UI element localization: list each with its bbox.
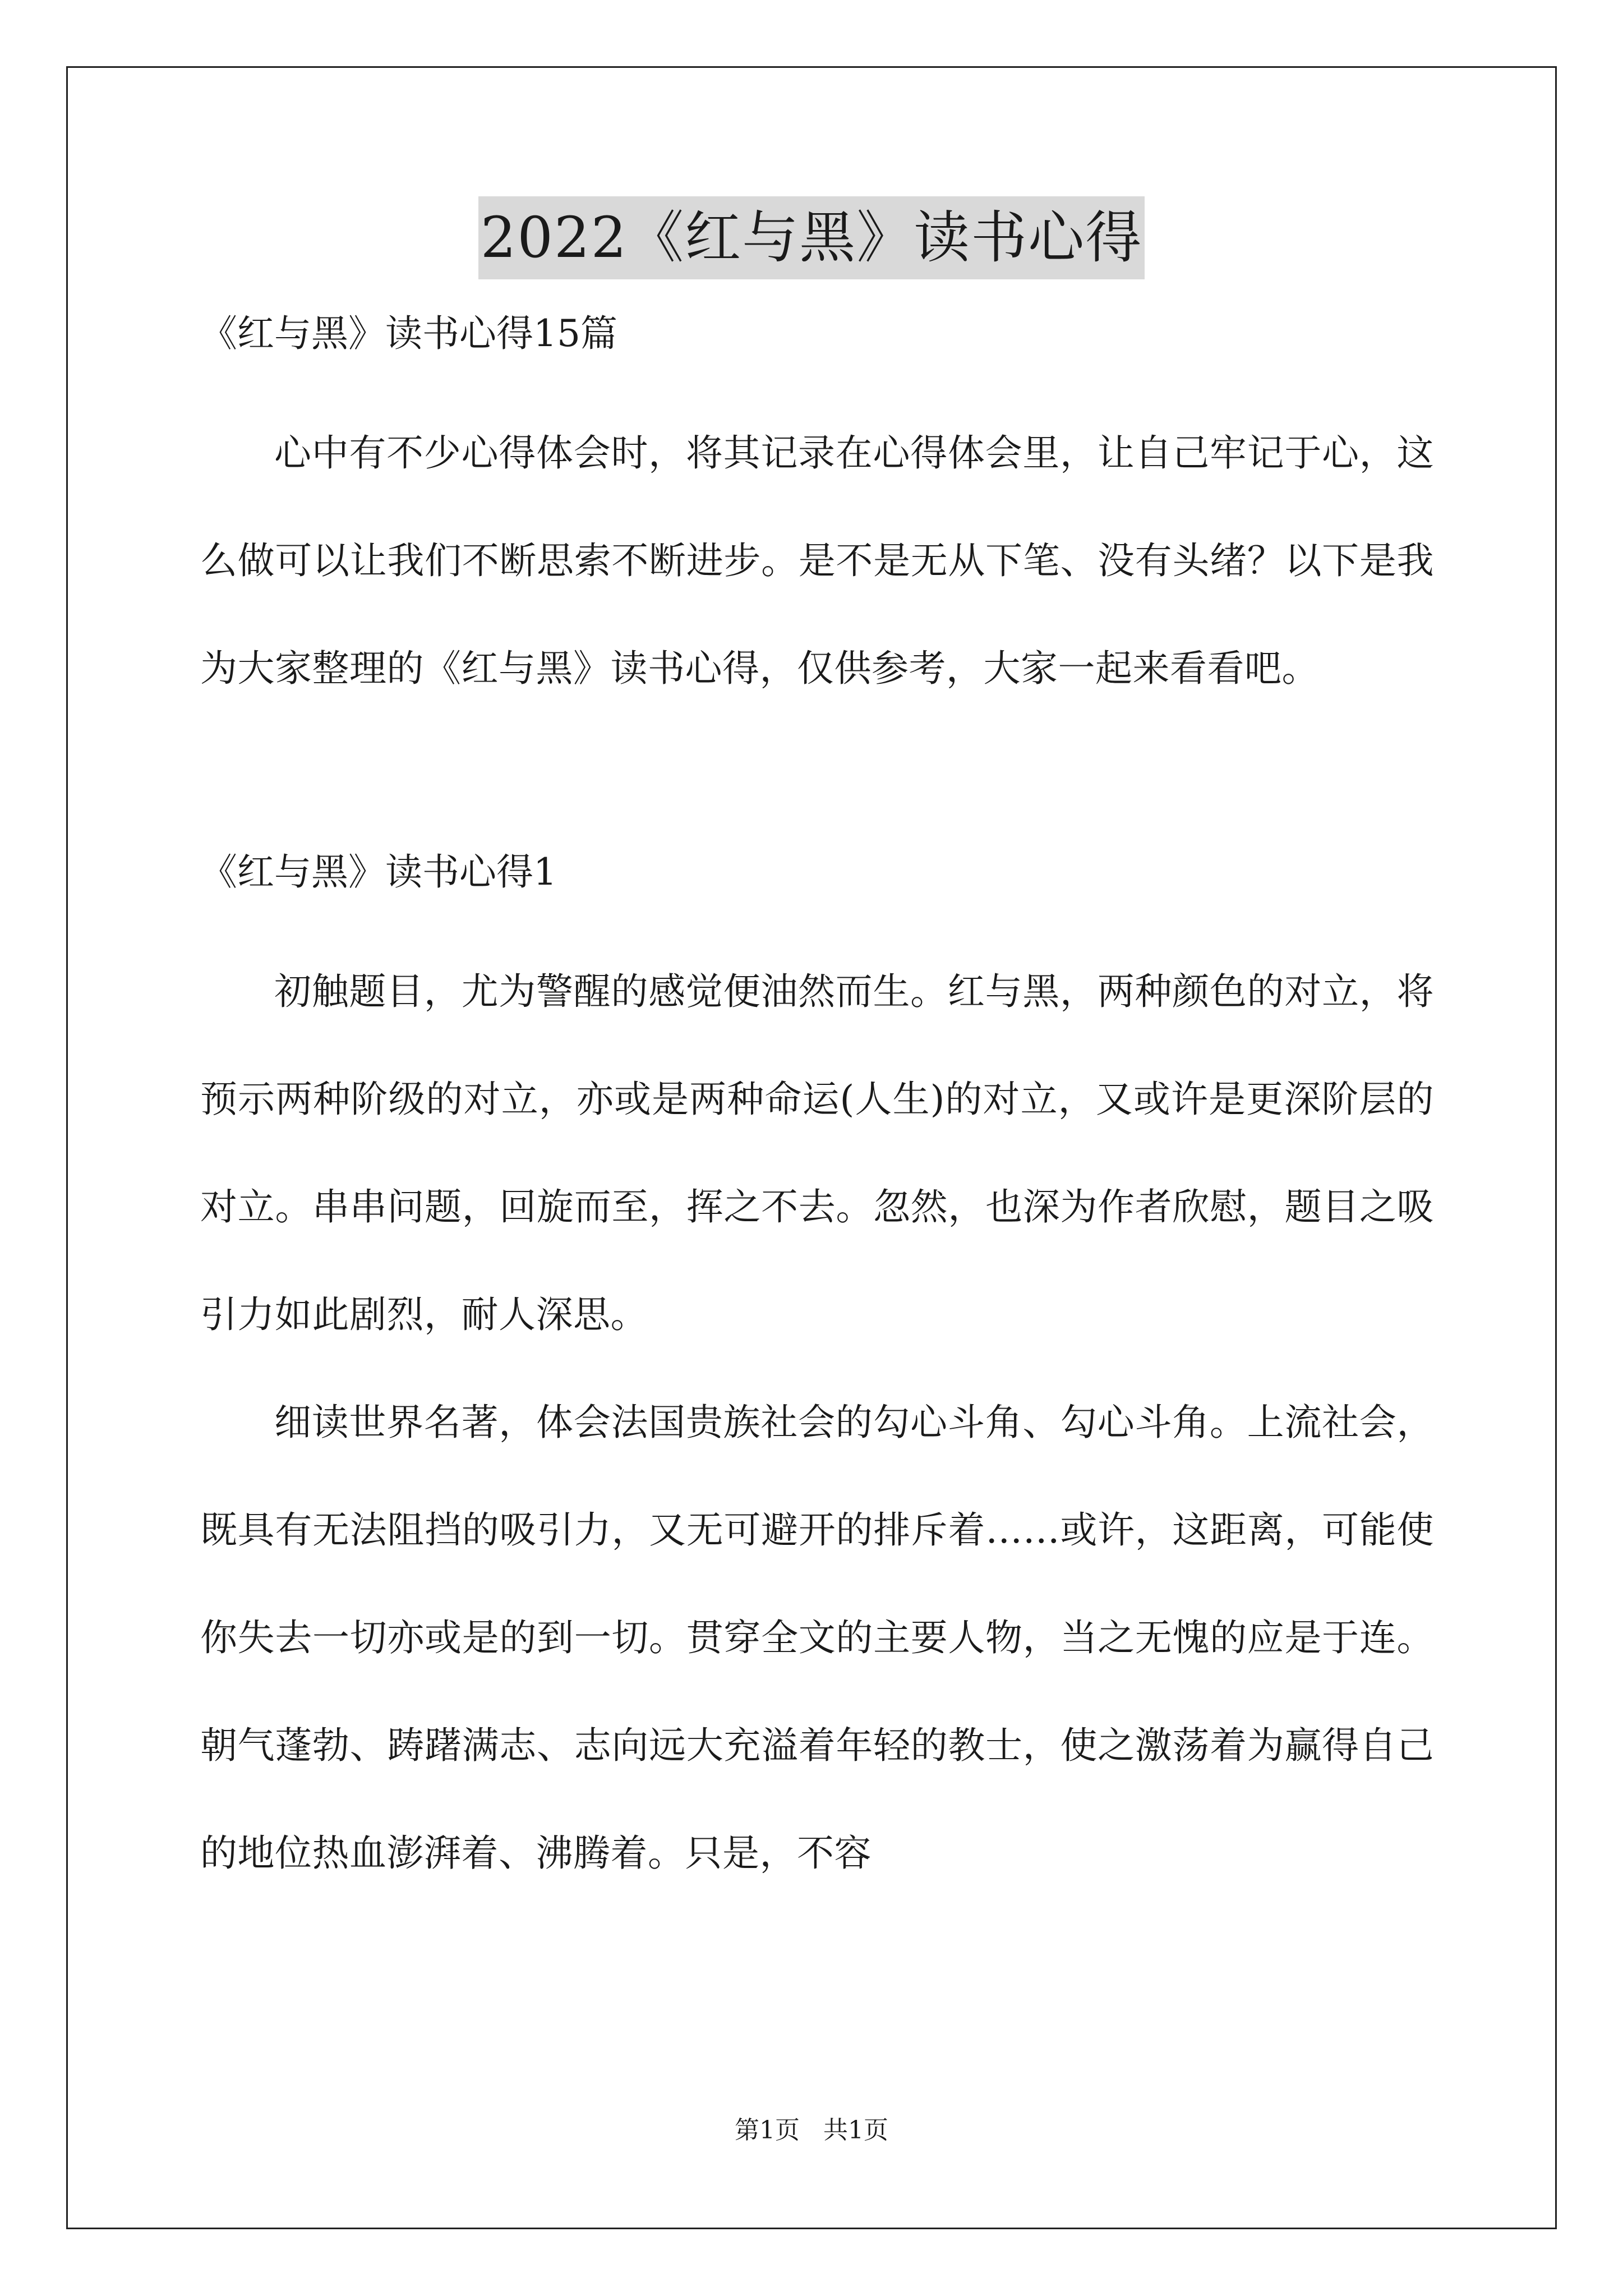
section-heading: 《红与黑》读书心得1: [200, 850, 557, 894]
intro-paragraph: 心中有不少心得体会时，将其记录在心得体会里，让自己牢记于心，这么做可以让我们不断思索不断进步。是不是无从下笔、没有头绪？以下是我为大家整理的《红与黑》读书心得，仅供参考，大家一起来看看吧。: [200, 431, 1434, 690]
body-paragraph-2: 细读世界名著，体会法国贵族社会的勾心斗角、勾心斗角。上流社会，既具有无法阻挡的吸引力，又无可避开的排斥着……或许，这距离，可能使你失去一切亦或是的到一切。贯穿全文的主要人物，当之无愧的应是于连。朝气蓬勃、踌躇满志、志向远大充溢着年轻的教士，使之激荡着为赢得自己的地位热血澎湃着、沸腾着。只是，不容: [200, 1401, 1434, 1875]
page-number-total: 共1页: [823, 2116, 888, 2145]
document-title: 2022《红与黑》读书心得: [478, 196, 1145, 279]
page-number-current: 第1页: [735, 2116, 800, 2145]
body-paragraph-1: 初触题目，尤为警醒的感觉便油然而生。红与黑，两种颜色的对立，将预示两种阶级的对立，亦或是两种命运(人生)的对立，又或许是更深阶层的对立。串串问题，回旋而至，挥之不去。忽然，也深为作者欣慰，题目之吸引力如此剧烈，耐人深思。: [200, 970, 1434, 1336]
document-subtitle: 《红与黑》读书心得15篇: [200, 312, 617, 355]
title-container: [0, 196, 1623, 279]
document-body: [200, 303, 1434, 1907]
page-footer: [0, 2114, 1623, 2147]
